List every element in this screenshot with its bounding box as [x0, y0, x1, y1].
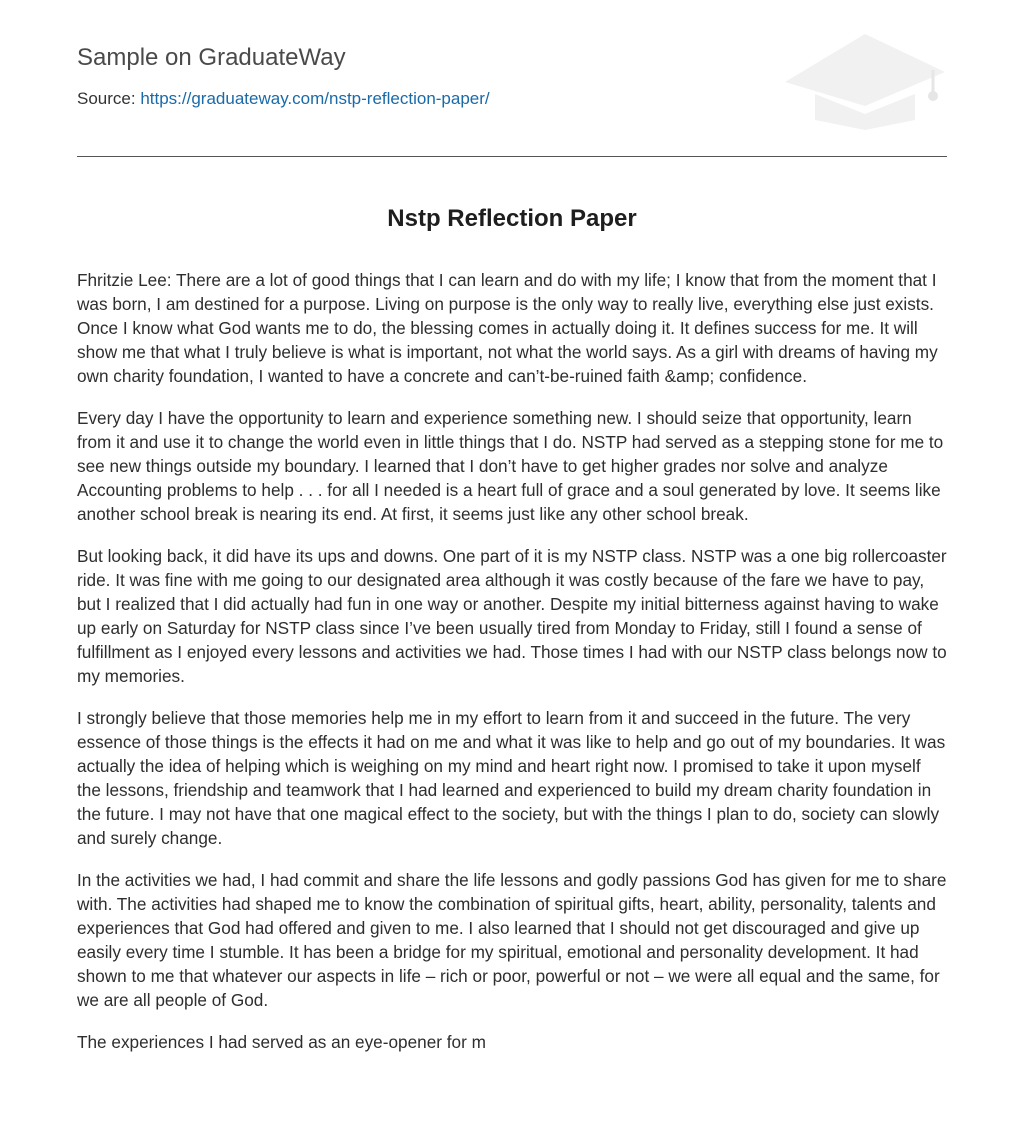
source-line	[77, 89, 490, 109]
paragraph-1: Fhritzie Lee: There are a lot of good things that I can learn and do with my life; I know that from the moment that I was born, I am destined for a purpose. Living on purpose is the only way to really live, everything else just exists. Once I know what God wants me to do, the blessing comes in actually doing it. It defines success for me. It will show me that what I truly believe is what is important, not what the world says. As a girl with dreams of having my own charity foundation, I wanted to have a concrete and can’t-be-ruined faith &amp; confidence.	[77, 270, 938, 386]
paragraph-2: Every day I have the opportunity to learn and experience something new. I should seize that opportunity, learn from it and use it to change the world even in little things that I do. NSTP had served as a stepping stone for me to see new things outside my boundary. I learned that I don’t have to get higher grades nor solve and analyze Accounting problems to help . . . for all I needed is a heart full of grace and a soul generated by love. It seems like another school break is nearing its end. At first, it seems just like any other school break.	[77, 408, 944, 524]
document-title: Nstp Reflection Paper	[387, 205, 637, 232]
paragraph-5: In the activities we had, I had commit and share the life lessons and godly passions God has given for me to share with. The activities had shaped me to know the combination of spiritual gifts, heart, ability, personality, talents and experiences that God had offered and given to me. I also learned that I should not get discouraged and give up easily every time I stumble. It has been a bridge for my spiritual, emotional and personality development. It had shown to me that whatever our aspects in life – rich or poor, powerful or not – we were all equal and the same, for we are all people of God.	[77, 870, 947, 1010]
page-header	[77, 0, 947, 157]
source-link[interactable]: https://graduateway.com/nstp-reflection-paper/	[140, 89, 490, 108]
paragraph-6: The experiences I had served as an eye-opener for m	[77, 1032, 486, 1052]
site-title: Sample on GraduateWay	[77, 44, 346, 71]
paragraph-3: But looking back, it did have its ups and downs. One part of it is my NSTP class. NSTP was a one big rollercoaster ride. It was fine with me going to our designated area although it was costly because of the fare we have to pay, but I realized that I did actually had fun in one way or another. Despite my initial bitterness against having to wake up early on Saturday for NSTP class since I’ve been usually tired from Monday to Friday, still I found a sense of fulfillment as I enjoyed every lessons and activities we had. Those times I had with our NSTP class belongs now to my memories.	[77, 546, 947, 686]
graduation-cap-icon	[781, 30, 947, 132]
article-body	[77, 268, 947, 1072]
source-label: Source:	[77, 89, 136, 108]
paragraph-4: I strongly believe that those memories help me in my effort to learn from it and succeed in the future. The very essence of those things is the effects it had on me and what it was like to help and go out of my boundaries. It was actually the idea of helping which is weighing on my mind and heart right now. I promised to take it upon myself the lessons, friendship and teamwork that I had learned and experienced to build my dream charity foundation in the future. I may not have that one magical effect to the society, but with the things I plan to do, society can slowly and surely change.	[77, 708, 946, 848]
